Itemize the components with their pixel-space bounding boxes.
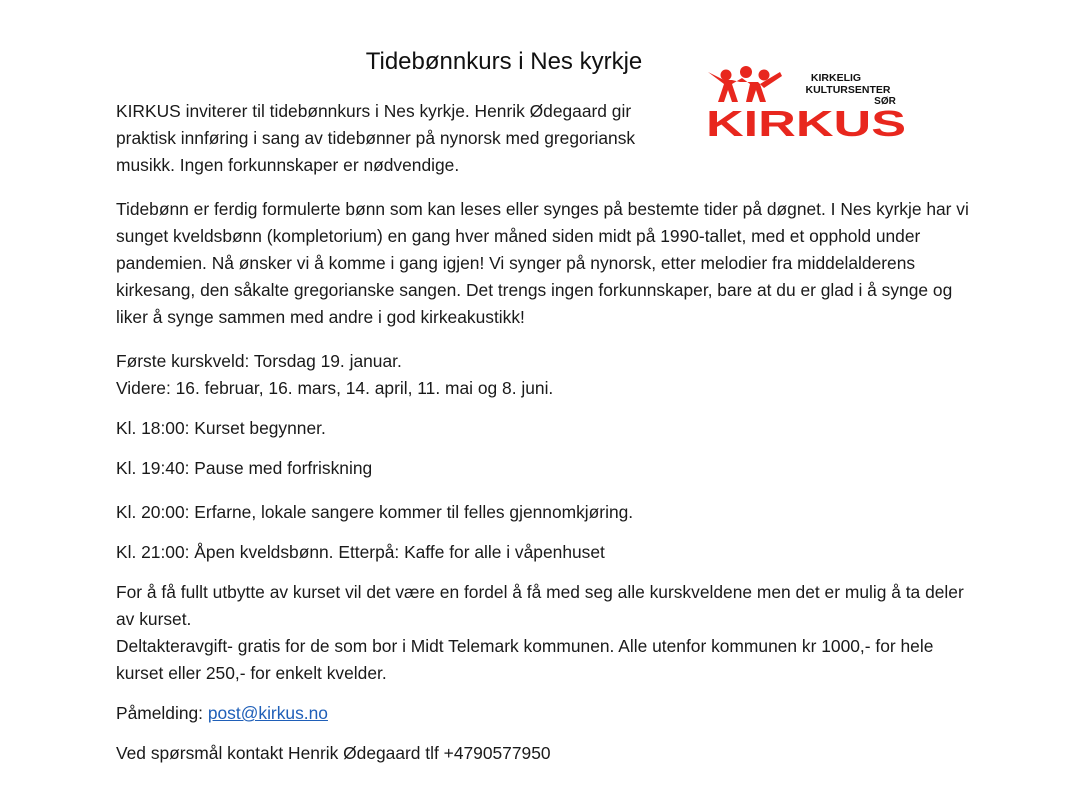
logo-wordmark: KIRKUS: [706, 103, 906, 142]
further-dates-line: Videre: 16. februar, 16. mars, 14. april, 11. mai og 8. juni.: [116, 378, 554, 398]
logo-small-line-2: KULTURSENTER: [805, 84, 891, 96]
document-body: [116, 98, 976, 767]
registration-email-link[interactable]: post@kirkus.no: [207, 703, 328, 723]
first-evening-line: Første kurskveld: Torsdag 19. januar.: [116, 351, 402, 371]
benefit-paragraph: For å få fullt utbytte av kurset vil det være en fordel å få med seg alle kurskveldene men det er mulig å ta deler av kurset.: [116, 582, 964, 629]
document-title: Tidebønnkurs i Nes kyrkje: [365, 48, 643, 75]
description-paragraph: Tidebønn er ferdig formulerte bønn som kan leses eller synges på bestemte tider på døgnet. I Nes kyrkje har vi sunget kveldsbønn (kompletorium) en gang hver måned siden midt på 1990-tallet, med et opphold under pandemien. Nå ønsker vi å komme i gang igjen! Vi synger på nynorsk, etter melodier fra middelalderens kirkesang, den såkalte gregorianske sangen. Det trengs ingen forkunnskaper, bare at du er glad i å synge og liker å synge sammen med andre i god kirkeakustikk!: [116, 199, 969, 327]
registration-line: [116, 700, 976, 727]
fee-paragraph: Deltakteravgift- gratis for de som bor i Midt Telemark kommunen. Alle utenfor kommunen kr 1000,- for hele kurset eller 250,- for enkelt kvelder.: [116, 636, 934, 683]
contact-line: Ved spørsmål kontakt Henrik Ødegaard tlf +4790577950: [116, 743, 551, 763]
schedule-item: Kl. 19:40: Pause med forfriskning: [116, 458, 373, 478]
schedule-item: Kl. 18:00: Kurset begynner.: [116, 418, 326, 438]
figures-icon: [708, 66, 782, 102]
registration-label: Påmelding:: [116, 703, 208, 723]
intro-paragraph: KIRKUS inviterer til tidebønnkurs i Nes kyrkje. Henrik Ødegaard gir praktisk innføring i sang av tidebønner på nynorsk med gregoriansk musikk. Ingen forkunnskaper er nødvendige.: [116, 101, 636, 175]
logo-small-line-3: SØR: [874, 96, 896, 107]
schedule-item: Kl. 21:00: Åpen kveldsbønn. Etterpå: Kaffe for alle i våpenhuset: [116, 542, 605, 562]
logo-small-line-1: KIRKELIG: [810, 72, 862, 84]
schedule-item: Kl. 20:00: Erfarne, lokale sangere kommer til felles gjennomkjøring.: [116, 502, 634, 522]
